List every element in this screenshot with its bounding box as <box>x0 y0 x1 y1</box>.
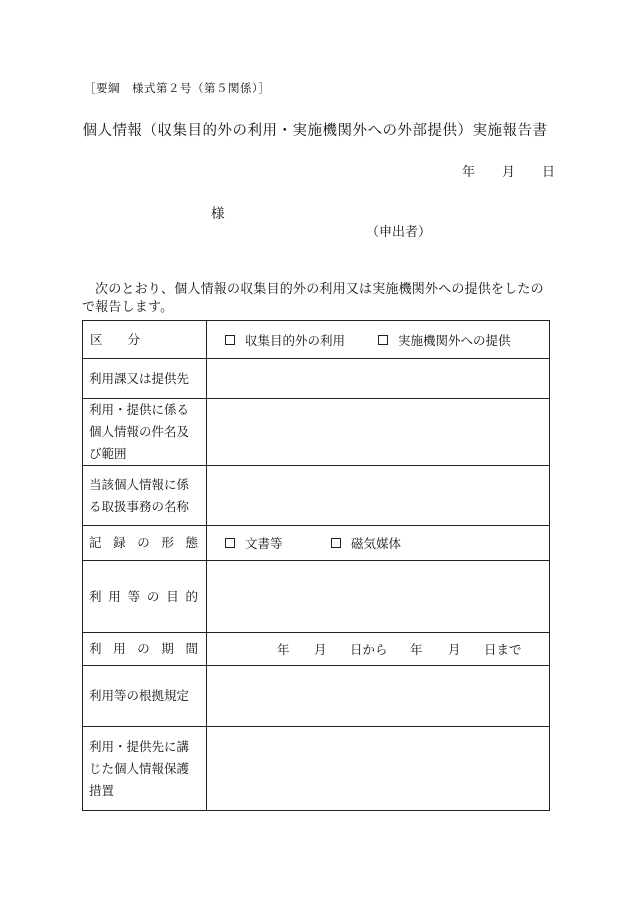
option-magnetic-media-label: 磁気媒体 <box>351 536 402 551</box>
period-label-char: 期 <box>161 641 174 656</box>
purpose-label <box>83 561 207 633</box>
info-name-label: 利用・提供に係る個人情報の件名及び範囲 <box>83 399 207 466</box>
row-protection <box>83 727 550 811</box>
row-category <box>83 321 550 359</box>
row-destination <box>83 359 550 399</box>
purpose-field[interactable] <box>207 561 550 633</box>
option-documents-label: 文書等 <box>245 536 283 551</box>
period-label-char: 用 <box>113 641 126 656</box>
purpose-label-char: 等 <box>127 588 141 604</box>
period-label-char: 間 <box>185 641 198 656</box>
record-format-label-char: 録 <box>113 535 126 550</box>
period-start-month: 月 <box>314 642 327 657</box>
protection-field[interactable] <box>207 727 550 811</box>
period-label <box>83 633 207 666</box>
destination-field[interactable] <box>207 359 550 399</box>
document-title: 個人情報（収集目的外の利用・実施機関外への外部提供）実施報告書 <box>82 123 548 139</box>
purpose-label-char: 用 <box>108 588 121 604</box>
form-reference: ［要綱 様式第２号（第５関係）］ <box>84 81 271 95</box>
date-month-label: 月 <box>502 165 516 180</box>
protection-label: 利用・提供先に講じた個人情報保護措置 <box>83 727 207 811</box>
row-affair-name <box>83 466 550 526</box>
category-label-char: 分 <box>127 331 140 347</box>
period-label-char: 利 <box>89 641 102 656</box>
row-record-format <box>83 526 550 561</box>
checkbox-icon[interactable] <box>378 335 388 345</box>
period-label-char: の <box>137 641 150 656</box>
record-format-label-char: 態 <box>185 535 198 550</box>
option-magnetic-media[interactable] <box>331 534 401 552</box>
category-label-char: 区 <box>90 331 103 347</box>
option-documents[interactable] <box>225 534 331 552</box>
intro-text: 次のとおり、個人情報の収集目的外の利用又は実施機関外への提供をしたので報告します。 <box>82 282 544 315</box>
row-purpose <box>83 561 550 633</box>
record-format-label <box>83 526 207 561</box>
addressee-honorific: 様 <box>211 206 225 222</box>
checkbox-icon[interactable] <box>331 538 341 548</box>
purpose-label-char: 的 <box>185 588 198 604</box>
checkbox-icon[interactable] <box>225 335 235 345</box>
period-value[interactable] <box>207 633 550 666</box>
category-value <box>207 321 550 359</box>
legal-basis-label: 利用等の根拠規定 <box>83 666 207 727</box>
option-outside-purpose-label: 収集目的外の利用 <box>245 332 346 348</box>
period-end-month: 月 <box>448 642 461 657</box>
record-format-value <box>207 526 550 561</box>
purpose-label-char: 目 <box>166 588 179 604</box>
row-period <box>83 633 550 666</box>
checkbox-icon[interactable] <box>225 538 235 548</box>
period-start-day: 日から <box>350 642 388 657</box>
row-info-name <box>83 399 550 466</box>
period-end-year: 年 <box>410 642 423 657</box>
affair-name-label: 当該個人情報に係る取扱事務の名称 <box>83 466 207 526</box>
report-date <box>462 161 555 180</box>
record-format-label-char: 記 <box>89 535 102 550</box>
applicant-label: （申出者） <box>366 225 432 240</box>
affair-name-field[interactable] <box>207 466 550 526</box>
option-outside-purpose[interactable] <box>225 331 378 349</box>
date-year-label: 年 <box>462 165 476 180</box>
record-format-label-char: 形 <box>161 535 174 550</box>
legal-basis-field[interactable] <box>207 666 550 727</box>
date-day-label: 日 <box>542 165 556 180</box>
category-label <box>83 321 207 359</box>
option-external-provision[interactable] <box>378 331 511 349</box>
info-name-field[interactable] <box>207 399 550 466</box>
row-legal-basis <box>83 666 550 727</box>
purpose-label-char: 利 <box>89 588 102 604</box>
period-start-year: 年 <box>277 642 290 657</box>
option-external-provision-label: 実施機関外への提供 <box>398 332 511 348</box>
period-end-day: 日まで <box>484 642 522 657</box>
destination-label: 利用課又は提供先 <box>83 359 207 399</box>
purpose-label-char: の <box>146 588 160 604</box>
report-table <box>82 320 550 811</box>
record-format-label-char: の <box>137 535 150 550</box>
